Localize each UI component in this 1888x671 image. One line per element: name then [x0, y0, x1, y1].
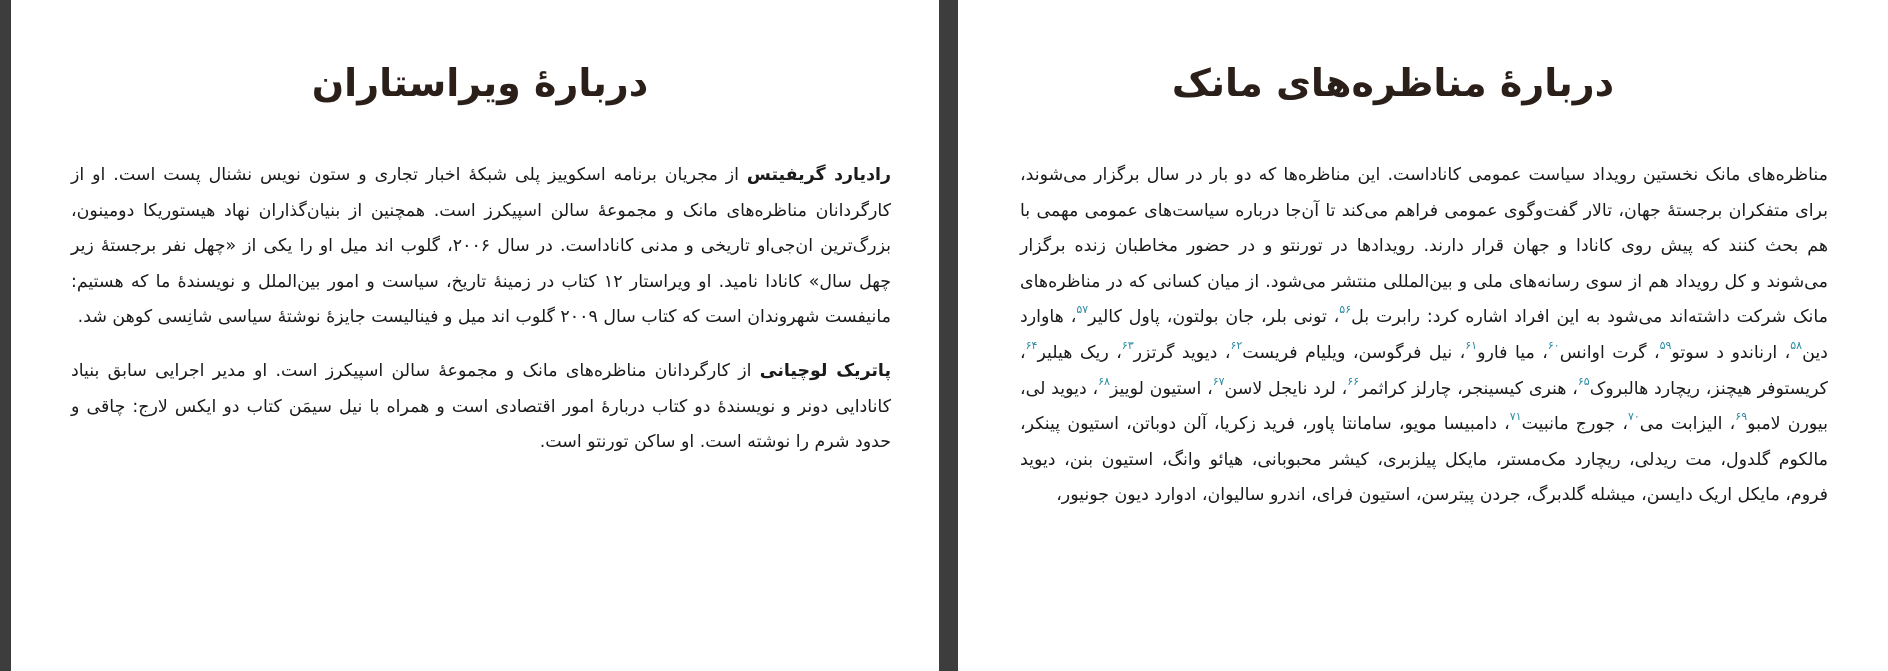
debates-intro: مناظره‌های مانک نخستین رویداد سیاست عمومی کاناداست. این مناظره‌ها که دو بار در سال برگزار می‌شوند، برای متفکران برجستهٔ جهان، تالار گفت‌وگوی عمومی فراهم می‌کند تا آن‌جا درباره سیاست‌های عمومی مهمی با هم بحث کنند که پیش روی کانادا و جهان قرار دارند. رویدادها در تورنتو و در حضور مخاطبان زنده برگزار می‌شوند و کل رویداد هم از سوی رسانه‌های ملی و بین‌المللی منتشر می‌شود. از میان کسانی که در مناظره‌های مانک شرکت داشته‌اند می‌شود به این افراد اشاره کرد: — [1020, 165, 1828, 328]
participant-name: الیزابت می — [1639, 414, 1723, 435]
footnote-marker[interactable]: ۷۰ — [1627, 410, 1640, 424]
participant-name: جورج مانبیت — [1521, 414, 1616, 435]
participant-name: دیوید گرتزر — [1133, 342, 1218, 363]
footnote-marker[interactable]: ۶۹ — [1735, 410, 1748, 424]
participant-name: گرت اوانس — [1559, 342, 1647, 363]
footnote-marker[interactable]: ۶۴ — [1025, 338, 1038, 352]
footnote-marker[interactable]: ۶۷ — [1212, 374, 1225, 388]
page-title: دربارهٔ مناظره‌های مانک — [1171, 61, 1615, 105]
footnote-marker[interactable]: ۶۱ — [1465, 338, 1478, 352]
footnote-marker[interactable]: ۷۱ — [1509, 410, 1522, 424]
participant-name: لرد نایجل لاسن — [1224, 378, 1336, 399]
footnote-marker[interactable]: ۶۰ — [1547, 338, 1560, 352]
editor-paragraph-luciani — [71, 354, 891, 461]
participant-name: ارناندو د سوتو — [1671, 342, 1778, 363]
participant-name: ریک هیلیر — [1037, 342, 1109, 363]
page-title: دربارهٔ ویراستاران — [311, 61, 649, 105]
participant-name: رابرت بل — [1351, 307, 1421, 328]
participant-name: دیوید لی، بیورن لامبو — [1020, 378, 1829, 435]
editor-name: پاتریک لوچیانی — [759, 360, 891, 381]
debates-paragraph — [1020, 158, 1828, 514]
footnote-marker[interactable]: ۵۹ — [1659, 338, 1672, 352]
participants-tail: دامبیسا مویو، سامانتا پاور، فرید زکریا، آلن دوباتن، استیون پینکر، مالکوم گلدول، مت ریدلی، ریچارد مک‌مستر، مایکل پیلزبری، کیشر محبوبانی، هیائو وانگ، استیون بنن، دیوید فروم، مایکل اریک دایسن، میشله گلدبرگ، جردن پیترسن، استیون فرای، اندرو سالیوان، ادوارد دیون جونیور، — [1020, 414, 1828, 506]
editor-name: رادیارد گریفیتس — [746, 165, 891, 185]
participant-name: نیل فرگوسن، ویلیام فریست — [1242, 342, 1453, 363]
footnote-marker[interactable]: ۵۶ — [1339, 303, 1352, 317]
footnote-marker[interactable]: ۶۲ — [1230, 338, 1243, 352]
participant-name: تونی بلر، جان بولتون، پاول کالیر — [1088, 307, 1327, 328]
footnote-marker[interactable]: ۵۷ — [1076, 303, 1089, 317]
right-page — [958, 0, 1888, 671]
participants-list: رابرت بل$^{۵۶}$، تونی بلر، جان بولتون، پاول کالیر$^{۵۷}$، هاوارد دین$^{۵۸}$، ارناندو د سوتو$^{۵۹}$، گرت اوانس$^{۶۰}$، میا فارو$^{۶۱}$، نیل فرگوسن، ویلیام فریست$^{۶۲}$، دیوید گرتزر$^{۶۳}$، ریک هیلیر$^{۶۴}$، کریستوفر هیچنز، ریچارد هالبروک$^{۶۵}$، هنری کیسینجر، چارلز کراثمر$^{۶۶}$، لرد نایجل لاسن$^{۶۷}$، استیون لوییز$^{۶۸}$، دیوید لی، بیورن لامبو$^{۶۹}$، الیزابت می$^{۷۰}$، جورج مانبیت$^{۷۱}$، — [1020, 303, 1829, 435]
participant-name: هاوارد دین — [1020, 307, 1828, 363]
editor-paragraph-griffiths — [71, 158, 891, 336]
footnote-marker[interactable]: ۵۸ — [1790, 338, 1803, 352]
participant-name: هنری کیسینجر، چارلز کراثمر — [1359, 378, 1567, 399]
footnote-marker[interactable]: ۶۵ — [1577, 374, 1590, 388]
footnote-marker[interactable]: ۶۶ — [1347, 374, 1360, 388]
editors-body — [71, 158, 891, 461]
footnote-marker[interactable]: ۶۳ — [1121, 338, 1134, 352]
editor-bio: از کارگردانان مناظره‌های مانک و مجموعهٔ سالن اسپیکرز است. او مدیر اجرایی سابق بنیاد کانادایی دونر و نویسندهٔ دو کتاب دربارهٔ امور اقتصادی است و همراه با نیل سیمَن کتاب دو ایکس لارج: چاقی و حدود شرم را نوشته است. او ساکن تورنتو است. — [71, 360, 891, 453]
debates-body — [1020, 158, 1828, 514]
participant-name: میا فارو — [1477, 342, 1535, 363]
footnote-marker[interactable]: ۶۸ — [1098, 374, 1110, 388]
left-page — [11, 0, 939, 671]
editor-bio: از مجریان برنامه اسکوییز پلی شبکهٔ اخبار تجاری و ستون نویس نشنال پست است. او از کارگردانان مناظره‌های مانک و مجموعهٔ سالن اسپیکرز است. همچنین از بنیان‌گذاران نهاد هیستوریکا دومینون، بزرگ‌ترین ان‌جی‌او تاریخی و مدنی کاناداست. در سال ۲۰۰۶، گلوب اند میل او را یکی از «چهل نفر برجستهٔ زیر چهل سال» کانادا نامید. او ویراستار ۱۲ کتاب در زمینهٔ تاریخ، سیاست و امور بین‌الملل و نویسندهٔ ما که هستیم: مانیفست شهروندان است که کتاب سال ۲۰۰۹ گلوب اند میل و فینالیست جایزهٔ نوشتهٔ سیاسی شانِسی کوهن شد. — [71, 165, 892, 328]
participant-name: استیون لوییز — [1109, 378, 1202, 399]
participant-name: کریستوفر هیچنز، ریچارد هالبروک — [1589, 378, 1828, 399]
